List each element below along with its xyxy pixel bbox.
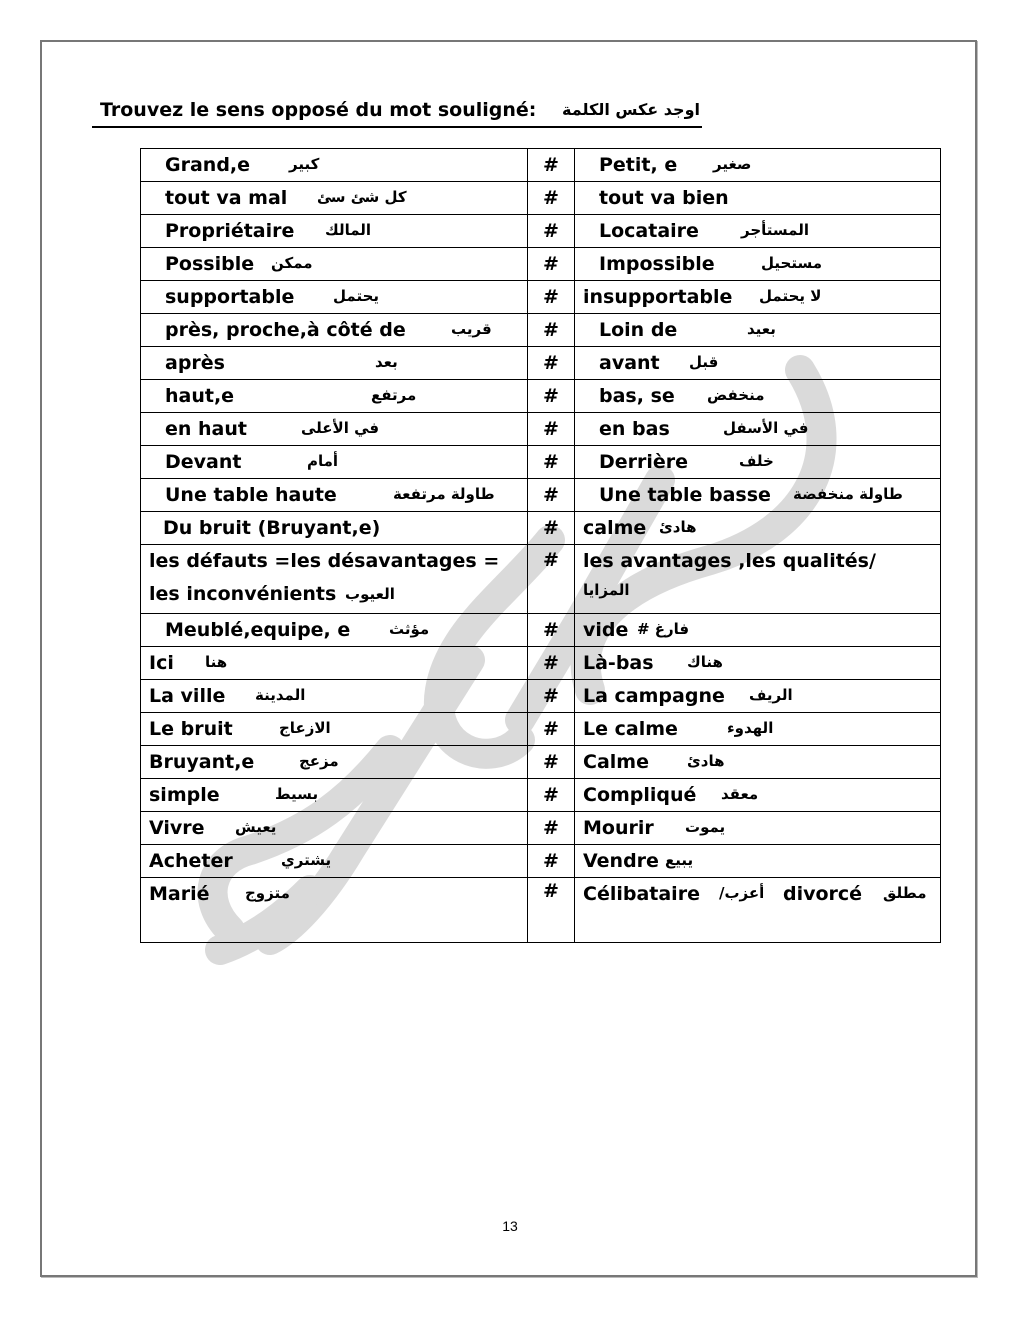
right-cell [575,614,941,647]
table-row [141,878,941,943]
opposite-separator: # [528,215,575,248]
right-translation: الريف [749,686,793,704]
left-translation: هنا [205,653,228,671]
left-cell [141,413,528,446]
opposite-separator: # [528,281,575,314]
right-translation: هادئ [687,752,725,770]
right-word: Célibataire [583,883,700,905]
right-translation: فارغ # [637,620,690,638]
left-word: Bruyant,e [149,751,255,773]
page-number: 13 [502,1218,518,1234]
table-row [141,545,941,614]
table-row [141,845,941,878]
table-row [141,413,941,446]
opposite-separator: # [528,380,575,413]
opposite-separator: # [528,347,575,380]
left-cell [141,347,528,380]
right-cell [575,878,941,943]
left-word: Acheter [149,850,233,872]
left-translation: مؤثث [389,620,430,638]
left-word: La ville [149,685,226,707]
left-word: Marié [149,883,210,905]
left-cell [141,215,528,248]
title-arabic: اوجد عكس الكلمة [562,100,700,119]
left-cell [141,380,528,413]
left-word: supportable [165,286,295,308]
right-cell [575,545,941,614]
left-word: Grand,e [165,154,251,176]
right-translation-extra: مطلق [883,884,927,902]
right-translation: أعزب/ [719,884,765,902]
table-row [141,149,941,182]
right-word: Une table basse [599,484,771,506]
left-word: Ici [149,652,174,674]
opposite-separator: # [528,545,575,614]
left-translation: قريب [451,320,492,338]
left-word: haut,e [165,385,235,407]
opposite-separator: # [528,680,575,713]
left-translation: يعيش [235,818,277,836]
table-row [141,680,941,713]
left-word: les défauts =les désavantages = [149,550,500,572]
left-translation: بسيط [275,785,319,803]
right-translation: المستأجر [741,221,809,239]
right-word: Là-bas [583,652,654,674]
opposite-separator: # [528,812,575,845]
right-cell [575,479,941,512]
right-cell [575,812,941,845]
left-cell [141,614,528,647]
left-word: Le bruit [149,718,233,740]
right-cell [575,347,941,380]
left-translation: المالك [325,221,372,239]
right-cell [575,647,941,680]
left-word: Possible [165,253,255,275]
right-translation: يبيع [665,851,694,869]
table-row [141,746,941,779]
table-row [141,347,941,380]
opposite-separator: # [528,746,575,779]
left-cell [141,479,528,512]
opposite-separator: # [528,182,575,215]
right-translation: المزايا [583,581,630,599]
left-translation: العيوب [345,585,395,603]
right-translation: معقد [721,785,759,803]
left-translation: بعد [375,353,398,371]
title-french: Trouvez le sens opposé du mot souligné: [100,99,537,121]
left-cell [141,647,528,680]
opposites-table [140,148,941,943]
left-cell [141,545,528,614]
right-translation: خلف [739,452,774,470]
right-word: Impossible [599,253,715,275]
right-cell [575,413,941,446]
table-row [141,713,941,746]
right-word: tout va bien [599,187,729,209]
exercise-title [92,96,702,128]
right-word: La campagne [583,685,725,707]
table-row [141,779,941,812]
opposite-separator: # [528,446,575,479]
right-translation: بعيد [747,320,776,338]
left-cell [141,680,528,713]
opposite-separator: # [528,878,575,943]
right-translation: قبل [689,353,719,371]
left-word: après [165,352,225,374]
left-cell [141,779,528,812]
left-cell [141,149,528,182]
opposite-separator: # [528,647,575,680]
left-word: Meublé,equipe, e [165,619,351,641]
right-word: en bas [599,418,670,440]
left-translation: مرتفع [371,386,417,404]
left-translation: متزوج [245,884,290,902]
table-row [141,248,941,281]
right-cell [575,845,941,878]
opposite-separator: # [528,413,575,446]
left-cell [141,845,528,878]
right-word: les avantages ,les qualités/ [583,550,876,572]
right-cell [575,746,941,779]
left-cell [141,512,528,545]
left-cell [141,812,528,845]
left-translation: كبير [289,155,320,173]
left-cell [141,446,528,479]
right-translation: هادئ [659,518,697,536]
opposite-separator: # [528,512,575,545]
right-translation: صغير [713,155,752,173]
right-translation: الهدوء [727,719,774,737]
right-word: Loin de [599,319,678,341]
left-word: près, proche,à côté de [165,319,406,341]
opposite-separator: # [528,149,575,182]
right-translation: هناك [687,653,723,671]
opposite-separator: # [528,248,575,281]
table-row [141,614,941,647]
right-cell [575,680,941,713]
table-row [141,647,941,680]
right-word: calme [583,517,647,539]
opposite-separator: # [528,614,575,647]
right-word: Derrière [599,451,689,473]
right-cell [575,281,941,314]
table-row [141,380,941,413]
right-cell [575,215,941,248]
left-word: simple [149,784,220,806]
right-cell [575,446,941,479]
left-cell [141,182,528,215]
left-word: Du bruit (Bruyant,e) [163,517,381,539]
opposite-separator: # [528,479,575,512]
right-word: Locataire [599,220,699,242]
left-translation: الازعاج [279,719,331,737]
right-translation: يموت [685,818,726,836]
left-translation: يحتمل [333,287,380,305]
right-word: bas, se [599,385,675,407]
right-word: avant [599,352,660,374]
table-row [141,512,941,545]
right-word: vide [583,619,629,641]
right-translation: طاولة منخفضة [793,485,903,503]
right-cell [575,182,941,215]
opposite-separator: # [528,779,575,812]
left-cell [141,281,528,314]
left-word: Devant [165,451,242,473]
table-row [141,215,941,248]
right-cell [575,713,941,746]
table-row [141,479,941,512]
right-word: Vendre [583,850,659,872]
right-cell [575,380,941,413]
left-cell [141,878,528,943]
left-translation: كل شئ سئ [317,188,407,206]
right-translation: في الأسفل [723,419,809,437]
left-translation: المدينة [255,686,306,704]
left-cell [141,314,528,347]
left-word: Vivre [149,817,205,839]
right-cell [575,248,941,281]
left-word: Une table haute [165,484,337,506]
right-word: Le calme [583,718,678,740]
right-translation: لا يحتمل [759,287,822,305]
table-row [141,281,941,314]
left-translation: مزعج [299,752,339,770]
right-cell [575,314,941,347]
right-cell [575,512,941,545]
table-row [141,314,941,347]
right-word: Compliqué [583,784,697,806]
left-cell [141,248,528,281]
left-word-line2: les inconvénients [149,583,337,605]
right-word-extra: divorcé [783,883,863,905]
right-word: Mourir [583,817,654,839]
left-word: Propriétaire [165,220,295,242]
left-translation: طاولة مرتفعة [393,485,495,503]
right-word: Petit, e [599,154,678,176]
left-translation: يشتري [281,851,332,869]
right-translation: مستحيل [761,254,822,272]
left-cell [141,746,528,779]
right-word: insupportable [583,286,733,308]
right-cell [575,779,941,812]
left-word: tout va mal [165,187,288,209]
table-row [141,812,941,845]
table-row [141,182,941,215]
opposite-separator: # [528,845,575,878]
opposite-separator: # [528,713,575,746]
right-cell [575,149,941,182]
right-translation: منخفض [707,386,765,404]
opposite-separator: # [528,314,575,347]
left-cell [141,713,528,746]
table-row [141,446,941,479]
left-translation: أمام [307,452,339,470]
left-translation: ممكن [271,254,313,272]
left-word: en haut [165,418,247,440]
left-translation: في الأعلى [301,419,380,437]
right-word: Calme [583,751,649,773]
